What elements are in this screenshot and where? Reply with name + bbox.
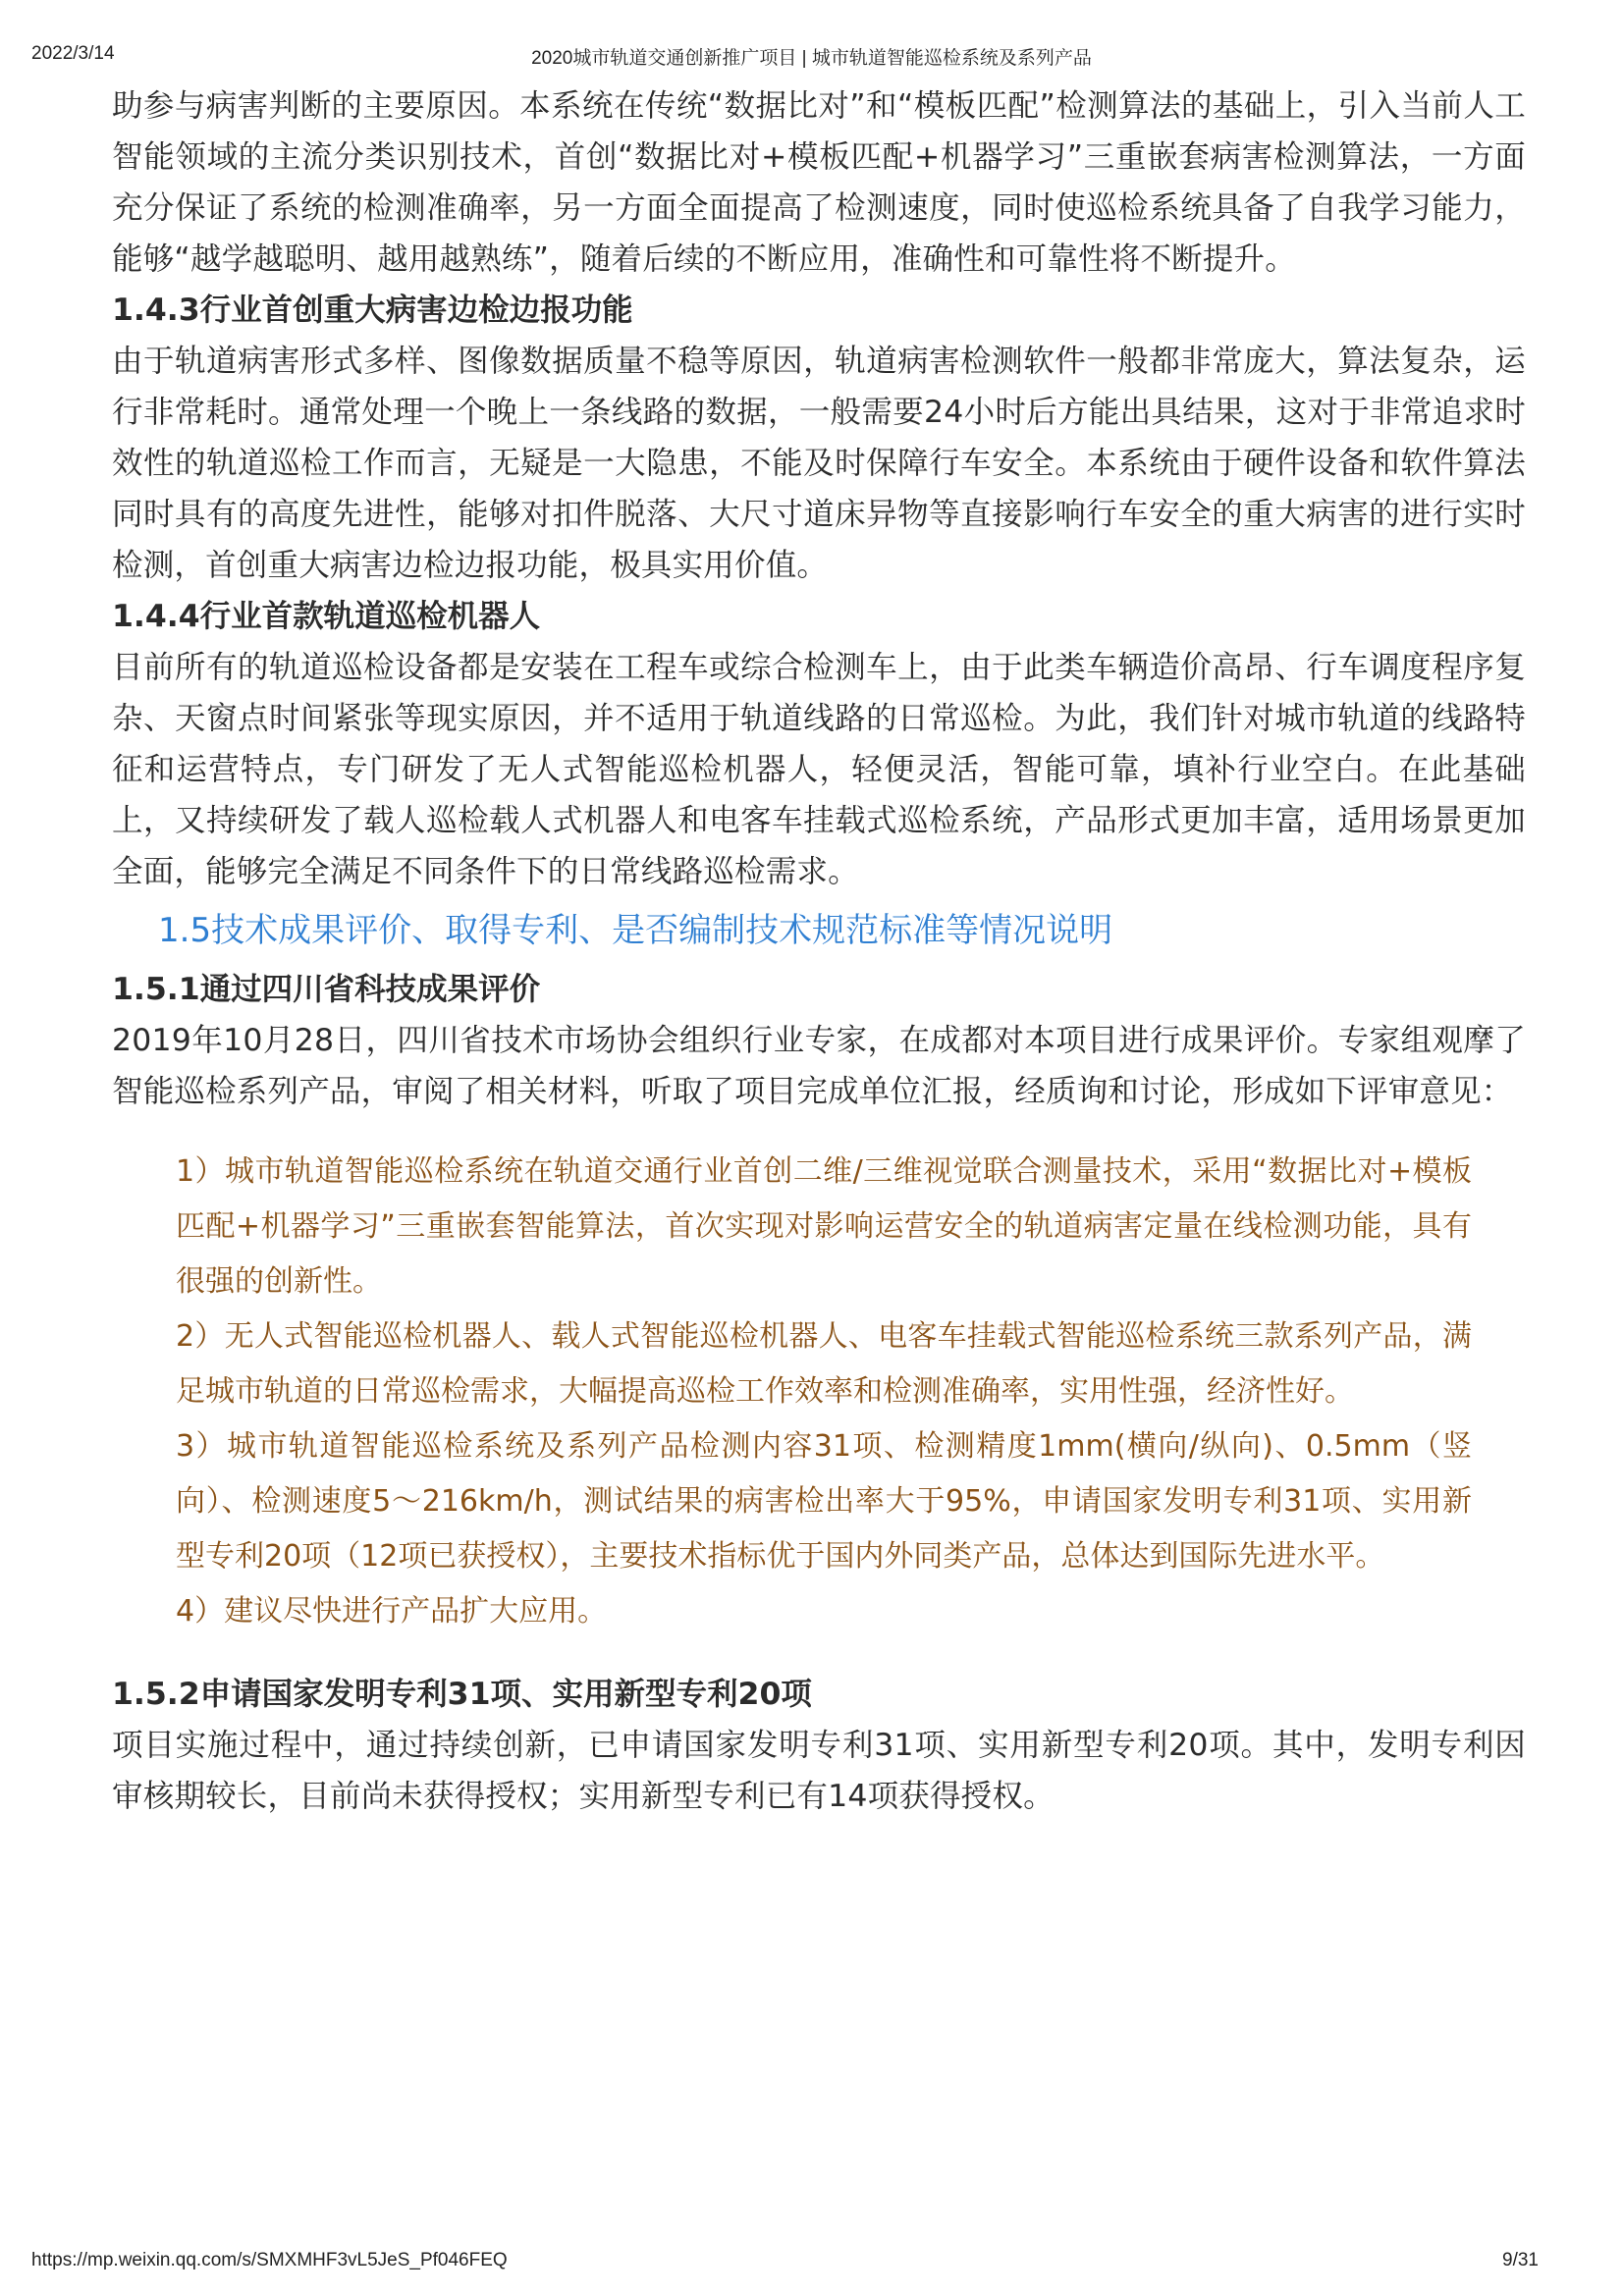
- page-url: https://mp.weixin.qq.com/s/SMXMHF3vL5JeS_Pf046FEQ: [31, 2250, 508, 2270]
- paragraph-1-5-2: 项目实施过程中，通过持续创新，已申请国家发明专利31项、实用新型专利20项。其中，发明专利因审核期较长，目前尚未获得授权；实用新型专利已有14项获得授权。: [112, 1728, 1526, 1814]
- article-body: [112, 80, 1526, 1822]
- heading-1-5: 1.5技术成果评价、取得专利、是否编制技术规范标准等情况说明: [158, 911, 1113, 950]
- page-number: 9/31: [1502, 2250, 1539, 2270]
- paragraph-1-5-1: 2019年10月28日，四川省技术市场协会组织行业专家，在成都对本项目进行成果评价。专家组观摩了智能巡检系列产品，审阅了相关材料，听取了项目完成单位汇报，经质询和讨论，形成如下评审意见：: [112, 1023, 1526, 1109]
- review-opinion-3: 3）城市轨道智能巡检系统及系列产品检测内容31项、检测精度1mm(横向/纵向)、0.5mm（竖向）、检测速度5～216km/h，测试结果的病害检出率大于95%，申请国家发明专利31项、实用新型专利20项（12项已获授权），主要技术指标优于国内外同类产品，总体达到国际先进水平。: [176, 1429, 1472, 1574]
- heading-1-4-4: 1.4.4行业首款轨道巡检机器人: [112, 599, 541, 634]
- print-date: 2022/3/14: [31, 43, 115, 64]
- print-header: [0, 43, 1623, 73]
- paragraph-1-4-4: 目前所有的轨道巡检设备都是安装在工程车或综合检测车上，由于此类车辆造价高昂、行车调度程序复杂、天窗点时间紧张等现实原因，并不适用于轨道线路的日常巡检。为此，我们针对城市轨道的线路特征和运营特点，专门研发了无人式智能巡检机器人，轻便灵活，智能可靠，填补行业空白。在此基础上，又持续研发了载人巡检载人式机器人和电客车挂载式巡检系统，产品形式更加丰富，适用场景更加全面，能够完全满足不同条件下的日常线路巡检需求。: [112, 650, 1526, 889]
- heading-1-5-1: 1.5.1通过四川省科技成果评价: [112, 972, 541, 1007]
- paragraph-1-4-3: 由于轨道病害形式多样、图像数据质量不稳等原因，轨道病害检测软件一般都非常庞大，算法复杂，运行非常耗时。通常处理一个晚上一条线路的数据，一般需要24小时后方能出具结果，这对于非常追求时效性的轨道巡检工作而言，无疑是一大隐患，不能及时保障行车安全。本系统由于硬件设备和软件算法同时具有的高度先进性，能够对扣件脱落、大尺寸道床异物等直接影响行车安全的重大病害的进行实时检测，首创重大病害边检边报功能，极具实用价值。: [112, 344, 1526, 583]
- review-opinion-1: 1）城市轨道智能巡检系统在轨道交通行业首创二维/三维视觉联合测量技术，采用“数据比对+模板匹配+机器学习”三重嵌套智能算法，首次实现对影响运营安全的轨道病害定量在线检测功能，具有很强的创新性。: [176, 1154, 1472, 1299]
- paragraph-intro: 助参与病害判断的主要原因。本系统在传统“数据比对”和“模板匹配”检测算法的基础上，引入当前人工智能领域的主流分类识别技术，首创“数据比对+模板匹配+机器学习”三重嵌套病害检测算法，一方面充分保证了系统的检测准确率，另一方面全面提高了检测速度，同时使巡检系统具备了自我学习能力，能够“越学越聪明、越用越熟练”，随着后续的不断应用，准确性和可靠性将不断提升。: [112, 88, 1526, 277]
- print-title: 2020城市轨道交通创新推广项目 | 城市轨道智能巡检系统及系列产品: [531, 48, 1092, 69]
- section-gap: [112, 1639, 1526, 1669]
- review-opinions: [176, 1145, 1472, 1639]
- review-opinion-4: 4）建议尽快进行产品扩大应用。: [176, 1594, 608, 1629]
- heading-1-5-2: 1.5.2申请国家发明专利31项、实用新型专利20项: [112, 1677, 812, 1712]
- review-opinion-2: 2）无人式智能巡检机器人、载人式智能巡检机器人、电客车挂载式智能巡检系统三款系列产品，满足城市轨道的日常巡检需求，大幅提高巡检工作效率和检测准确率，实用性强，经济性好。: [176, 1319, 1472, 1409]
- heading-1-4-3: 1.4.3行业首创重大病害边检边报功能: [112, 293, 633, 328]
